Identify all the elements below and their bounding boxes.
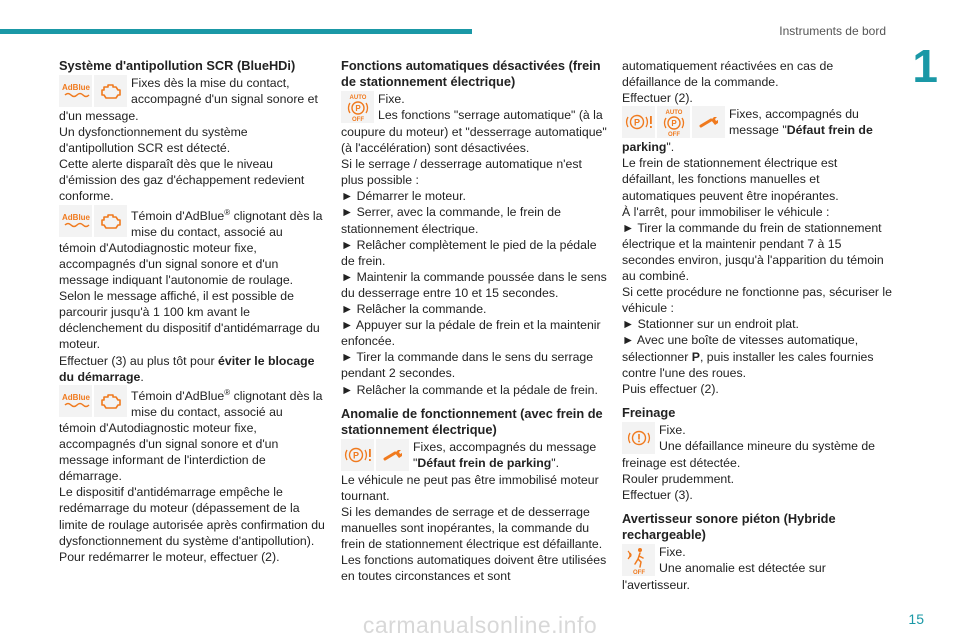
- entry-parking-failure: [622, 106, 892, 139]
- icon-group: [59, 75, 127, 107]
- paragraph: l'avertisseur.: [622, 578, 690, 593]
- paragraph: témoin d'Autodiagnostic moteur fixe, accompagnés d'un signal sonore et d'un message informant de l'interdiction de démarrage.: [59, 420, 279, 484]
- column-3: [622, 58, 892, 593]
- paragraph: Selon le message affiché, il est possible de parcourir jusqu'à 1 100 km avant le déclenchement du dispositif d'antidémarrage du moteur.: [59, 289, 320, 352]
- entry-parking-fault: [341, 439, 607, 472]
- icon-group: [59, 385, 127, 417]
- icon-group: [622, 106, 725, 138]
- paragraph: Si cette procédure ne fonctionne pas, sécuriser le véhicule :: [622, 285, 893, 316]
- paragraph: témoin d'Autodiagnostic moteur fixe, accompagnés d'un signal sonore et d'un message indiquant l'autonomie de roulage.: [59, 240, 294, 288]
- auto-parking-brake-off-icon: [341, 91, 374, 123]
- engine-icon: [94, 205, 127, 237]
- parking-brake-warning-icon: [622, 106, 655, 138]
- icon-group: [59, 205, 127, 237]
- entry-text: Fixes dès la mise du contact, accompagné d'un signal sonore et: [131, 76, 318, 107]
- brake-warning-icon: [622, 422, 655, 454]
- step: ► Stationner sur un endroit plat.: [622, 317, 799, 332]
- engine-icon: [94, 385, 127, 417]
- step: ► Appuyer sur la pédale de frein et la maintenir enfoncée.: [341, 318, 601, 349]
- step: ► Relâcher complètement le pied de la pédale de frein.: [341, 237, 597, 268]
- paragraph: Rouler prudemment.: [622, 471, 735, 486]
- svg-text:P: P: [633, 117, 640, 128]
- paragraph: coupure du moteur) et "desserrage automatique" (à l'accélération) sont désactivées.: [341, 125, 607, 156]
- chapter-number: 1: [912, 40, 938, 92]
- heading-pedestrian-horn: Avertisseur sonore piéton (Hybride rechargeable): [622, 511, 836, 543]
- entry-text: Fixe.: [659, 422, 686, 437]
- svg-text:AdBlue: AdBlue: [61, 212, 90, 222]
- column-2: [341, 58, 607, 584]
- message-text: Défaut frein de: [786, 123, 873, 138]
- svg-text:AdBlue: AdBlue: [61, 392, 90, 402]
- adblue-icon: [59, 385, 92, 417]
- entry-text: clignotant dès la mise du contact, associé au: [131, 208, 323, 239]
- step: ► Avec une boîte de vitesses automatique, sélectionner P, puis installer les cales fournies contre l'une des roues.: [622, 333, 874, 380]
- svg-text:OFF: OFF: [632, 570, 645, 576]
- svg-text:AUTO: AUTO: [665, 110, 682, 117]
- icon-group: [341, 439, 409, 471]
- entry-text: Une anomalie est détectée sur: [659, 561, 826, 576]
- entry-text: Témoin d'AdBlue: [131, 388, 225, 403]
- wrench-icon: [376, 439, 409, 471]
- paragraph: Le véhicule ne peut pas être immobilisé moteur tournant.: [341, 472, 599, 503]
- step: ► Relâcher la commande.: [341, 302, 487, 317]
- icon-group: [341, 91, 374, 123]
- engine-icon: [94, 75, 127, 107]
- paragraph: Les fonctions automatiques doivent être utilisées en toutes circonstances et sont: [341, 553, 607, 584]
- registered-mark: ®: [224, 387, 231, 397]
- icon-group: [622, 422, 655, 454]
- header-accent-bar: [0, 29, 472, 34]
- paragraph: freinage est détectée.: [622, 455, 741, 470]
- svg-text:P: P: [354, 104, 361, 113]
- paragraph: parking".: [622, 140, 675, 155]
- paragraph: automatiquement réactivées en cas de défaillance de la commande.: [622, 59, 834, 90]
- section-title: Instruments de bord: [779, 24, 886, 38]
- column-1: [59, 58, 325, 565]
- entry-text: Fixe.: [378, 92, 405, 106]
- paragraph: Si les demandes de serrage et de desserrage manuelles sont inopérantes, la commande du frein de stationnement électrique est défaillante.: [341, 504, 603, 551]
- entry-text: Une défaillance mineure du système de: [659, 438, 876, 453]
- paragraph: Puis effectuer (2).: [622, 381, 719, 396]
- svg-text:OFF: OFF: [667, 132, 680, 138]
- page-number: 15: [908, 611, 924, 627]
- paragraph: Effectuer (3).: [622, 487, 693, 502]
- adblue-icon: [59, 205, 92, 237]
- auto-parking-brake-off-icon: [657, 106, 690, 138]
- entry-pedestrian-horn: [622, 544, 892, 577]
- watermark: carmanualsonline.info: [362, 612, 598, 638]
- paragraph: Effectuer (3) au plus tôt pour éviter le blocage du démarrage.: [59, 353, 315, 384]
- step: ► Tirer la commande dans le sens du serrage pendant 2 secondes.: [341, 350, 594, 381]
- adblue-icon: [59, 75, 92, 107]
- step: ► Relâcher la commande et la pédale de frein.: [341, 382, 598, 397]
- entry-text: ".: [551, 455, 560, 470]
- svg-text:AUTO: AUTO: [349, 95, 366, 101]
- entry-adblue-blink-1: [59, 205, 325, 240]
- entry-text: Témoin d'AdBlue: [131, 208, 225, 223]
- step: ► Maintenir la commande poussée dans le sens du desserrage entre 10 et 15 secondes.: [341, 269, 607, 300]
- wrench-icon: [692, 106, 725, 138]
- icon-group: [622, 544, 655, 576]
- paragraph: Si le serrage / desserrage automatique n'est plus possible :: [341, 157, 582, 188]
- paragraph: d'un message.: [59, 109, 139, 123]
- registered-mark: ®: [224, 207, 231, 217]
- paragraph: Un dysfonctionnement du système d'antipollution SCR est détecté.: [59, 125, 248, 156]
- paragraph: À l'arrêt, pour immobiliser le véhicule :: [622, 204, 830, 219]
- entry-text: clignotant dès la mise du contact, associé au: [131, 388, 323, 419]
- entry-text: Fixe.: [659, 545, 686, 560]
- svg-text:OFF: OFF: [351, 117, 364, 122]
- entry-braking: [622, 422, 892, 455]
- parking-brake-warning-icon: [341, 439, 374, 471]
- paragraph: Le frein de stationnement électrique est défaillant, les fonctions manuelles et automatiques peuvent être inopérantes.: [622, 156, 839, 203]
- svg-text:AdBlue: AdBlue: [61, 83, 90, 92]
- paragraph: Effectuer (2).: [622, 91, 693, 106]
- entry-auto-off: [341, 91, 607, 124]
- entry-text: Les fonctions "serrage automatique" (à la: [378, 108, 603, 123]
- heading-braking: Freinage: [622, 404, 676, 420]
- message-text: Défaut frein de parking: [417, 455, 552, 470]
- entry-text: Fixes, accompagnés du message ": [729, 107, 859, 138]
- step: ► Tirer la commande du frein de stationnement électrique et la maintenir pendant 7 à 15 secondes environ, jusqu'à l'apparition du témoin au combiné.: [622, 220, 884, 284]
- entry-adblue-blink-2: [59, 385, 325, 420]
- pedestrian-horn-off-icon: [622, 544, 655, 576]
- paragraph: Pour redémarrer le moteur, effectuer (2).: [59, 549, 280, 564]
- paragraph: Le dispositif d'antidémarrage empêche le redémarrage du moteur (dépassement de la limite de roulage autorisée après confirmation du dysfonctionnement du système d'antipollution).: [59, 485, 325, 548]
- svg-text:P: P: [352, 450, 359, 461]
- svg-text:P: P: [670, 119, 677, 129]
- heading-malfunction: Anomalie de fonctionnement (avec frein de stationnement électrique): [341, 405, 603, 437]
- heading-auto-functions: Fonctions automatiques désactivées (frein de stationnement électrique): [341, 58, 601, 89]
- entry-text: Fixes, accompagnés du message ": [413, 439, 597, 470]
- paragraph: Cette alerte disparaît dès que le niveau d'émission des gaz d'échappement redevient conforme.: [59, 157, 305, 204]
- heading-scr: Système d'antipollution SCR (BlueHDi): [59, 58, 296, 73]
- step: ► Serrer, avec la commande, le frein de stationnement électrique.: [341, 205, 561, 236]
- step: ► Démarrer le moteur.: [341, 189, 466, 204]
- entry-adblue-fixed: [59, 75, 325, 108]
